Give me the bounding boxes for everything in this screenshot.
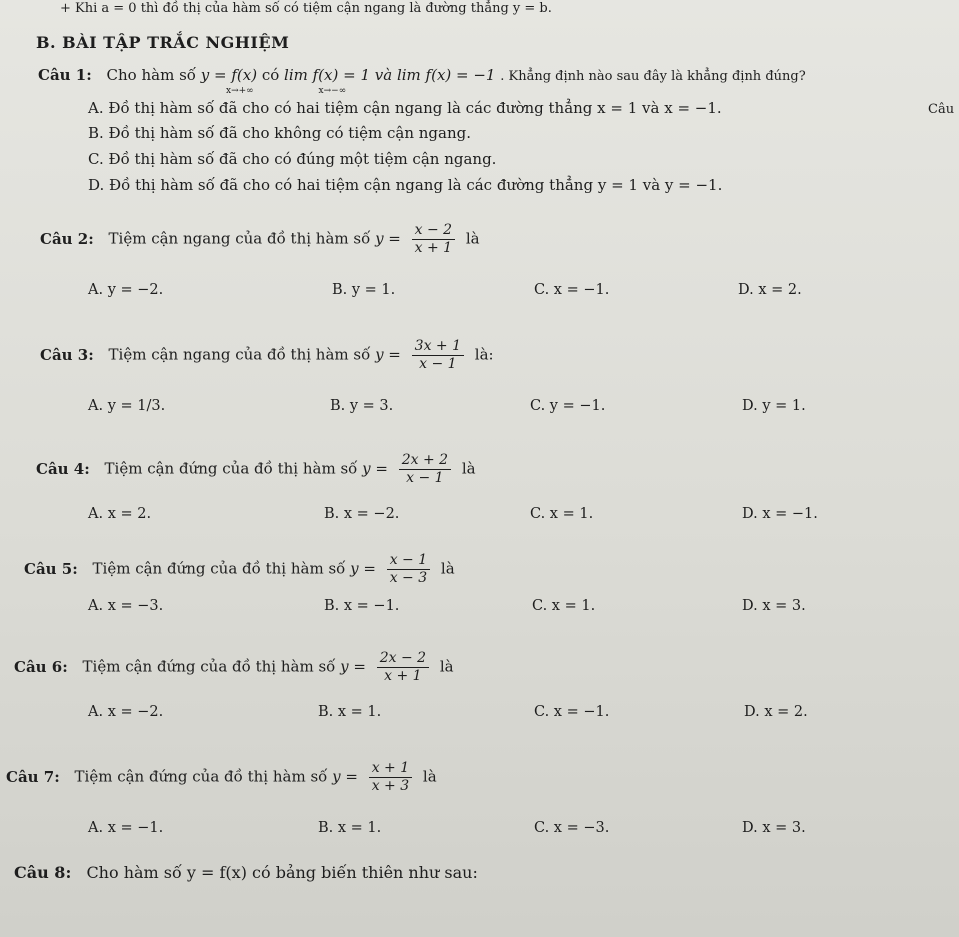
question-2-choice-b: B. y = 1. [332,282,396,298]
question-5-numerator: x − 1 [387,552,430,570]
question-7-numerator: x + 1 [369,760,412,778]
question-1-stem-b: có [261,66,280,84]
question-3-label: Câu 3: [40,345,94,364]
question-5-choice-a: A. x = −3. [88,598,164,614]
question-2-stem: Tiệm cận ngang của đồ thị hàm số [108,229,371,248]
question-7-stem: Tiệm cận đứng của đồ thị hàm số [74,767,328,786]
question-1-label: Câu 1: [38,66,92,84]
question-8-label: Câu 8: [14,863,72,882]
question-5-denominator: x − 3 [389,570,428,586]
question-6-choice-a: A. x = −2. [88,704,164,720]
question-1-limits: lim f(x) = 1 và lim f(x) = −1 [284,66,496,84]
question-4-choice-c: C. x = 1. [530,506,594,522]
question-4-choice-a: A. x = 2. [88,506,152,522]
question-6-tail: là [439,657,454,676]
question-2-y: y = [375,229,401,248]
question-1-lim1-sub: x→+∞ [226,86,254,96]
question-4-denominator: x − 1 [406,470,444,486]
question-2-choice-c: C. x = −1. [534,282,610,298]
question-7-denominator: x + 3 [371,778,410,794]
question-2-denominator: x + 1 [414,240,453,256]
question-1-func: y = f(x) [200,66,258,84]
question-4-label: Câu 4: [36,459,90,478]
question-6-denominator: x + 1 [384,668,422,684]
question-5-choice-c: C. x = 1. [532,598,596,614]
question-3-tail: là: [474,345,494,364]
question-1-stem-c: . Khẳng định nào sau đây là khẳng định đúng? [500,69,806,84]
question-4-fraction [399,452,451,487]
question-4-choice-b: B. x = −2. [324,506,400,522]
question-4-tail: là [461,459,476,478]
question-1-limit-subscripts [226,82,346,100]
question-3-stem: Tiệm cận ngang của đồ thị hàm số [108,345,371,364]
question-7-choice-a: A. x = −1. [88,820,164,836]
question-6-stem: Tiệm cận đứng của đồ thị hàm số [82,657,336,676]
question-1-stem-a: Cho hàm số [106,66,196,84]
question-3-choice-a: A. y = 1/3. [88,398,166,414]
question-7-choice-b: B. x = 1. [318,820,382,836]
question-3 [40,338,494,373]
question-5-fraction [387,552,430,587]
question-2-label: Câu 2: [40,229,94,248]
question-5-tail: là [440,559,455,578]
question-2-choice-d: D. x = 2. [738,282,802,298]
question-6-label: Câu 6: [14,657,68,676]
question-7-y: y = [332,767,358,786]
question-6-choice-c: C. x = −1. [534,704,610,720]
question-5-stem: Tiệm cận đứng của đồ thị hàm số [92,559,346,578]
question-1-option-a: A. Đồ thị hàm số đã cho có hai tiệm cận ngang là các đường thẳng x = 1 và x = −1. [88,99,722,117]
question-7-choice-d: D. x = 3. [742,820,806,836]
question-5-y: y = [350,559,376,578]
question-3-choice-c: C. y = −1. [530,398,606,414]
question-6-numerator: 2x − 2 [377,650,429,668]
question-3-numerator: 3x + 1 [412,338,464,356]
question-4 [36,452,476,487]
question-2-fraction [412,222,455,257]
question-4-numerator: 2x + 2 [399,452,451,470]
question-6-choice-b: B. x = 1. [318,704,382,720]
question-3-denominator: x − 1 [419,356,457,372]
section-title: B. BÀI TẬP TRẮC NGHIỆM [36,33,290,52]
question-7-tail: là [422,767,437,786]
question-7-choice-c: C. x = −3. [534,820,610,836]
question-3-choice-d: D. y = 1. [742,398,806,414]
question-2-numerator: x − 2 [412,222,455,240]
question-4-choice-d: D. x = −1. [742,506,818,522]
question-8-stem: Cho hàm số y = f(x) có bảng biến thiên như sau: [86,863,478,882]
question-5-choice-d: D. x = 3. [742,598,806,614]
question-3-fraction [412,338,464,373]
question-1-lim2-sub: x→−∞ [318,86,347,96]
question-1-option-d: D. Đồ thị hàm số đã cho có hai tiệm cận ngang là các đường thẳng y = 1 và y = −1. [88,176,723,194]
question-2-tail: là [465,229,480,248]
question-4-stem: Tiệm cận đứng của đồ thị hàm số [104,459,358,478]
top-line: + Khi a = 0 thì đồ thị của hàm số có tiệm cận ngang là đường thẳng y = b. [60,1,552,16]
question-2-choice-a: A. y = −2. [88,282,164,298]
question-1-option-b: B. Đồ thị hàm số đã cho không có tiệm cận ngang. [88,124,471,142]
question-6-fraction [377,650,429,685]
question-1 [38,66,806,86]
question-4-y: y = [362,459,388,478]
question-5 [24,552,455,587]
question-7 [6,760,437,795]
question-2 [40,222,480,257]
question-3-choice-b: B. y = 3. [330,398,394,414]
question-7-fraction [369,760,412,795]
side-note: Câu [928,102,955,117]
question-6 [14,650,454,685]
question-3-y: y = [375,345,401,364]
question-8 [14,864,478,882]
question-5-label: Câu 5: [24,559,78,578]
question-1-option-c: C. Đồ thị hàm số đã cho có đúng một tiệm cận ngang. [88,150,497,168]
question-7-label: Câu 7: [6,767,60,786]
question-5-choice-b: B. x = −1. [324,598,400,614]
question-6-choice-d: D. x = 2. [744,704,808,720]
question-6-y: y = [340,657,366,676]
